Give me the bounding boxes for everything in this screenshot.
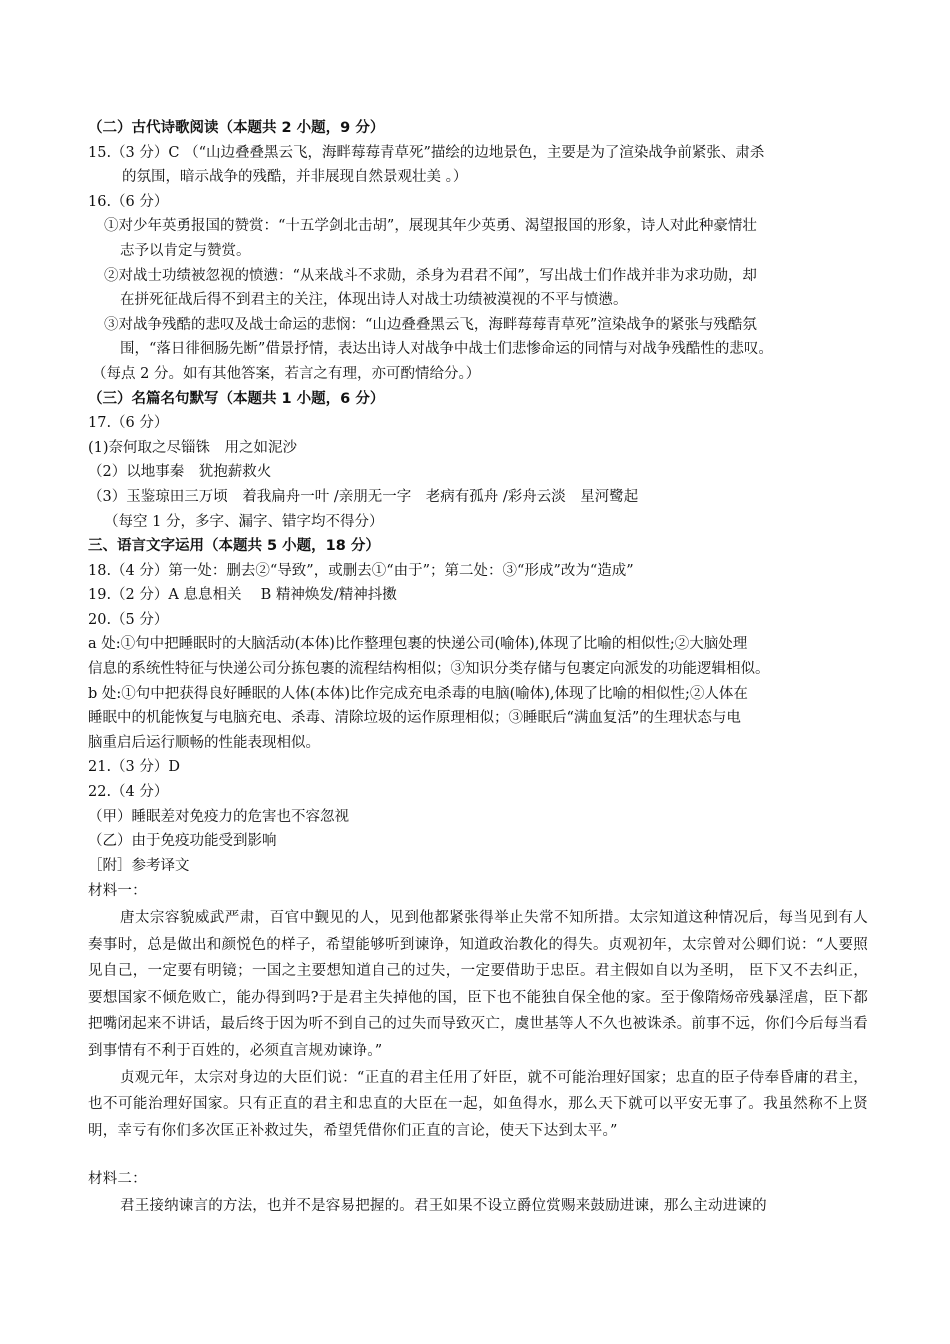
answer-q20-b-line3: 脑重启后运行顺畅的性能表现相似。: [88, 734, 320, 751]
answer-q17-head: 17.（6 分）: [88, 415, 169, 432]
material-one-label: 材料一：: [88, 883, 147, 900]
answer-q22-yi: （乙）由于免疫功能受到影响: [88, 833, 277, 850]
answer-q20-b-line2: 睡眠中的机能恢复与电脑充电、杀毒、清除垃圾的运作原理相似；③睡眠后“满血复活”的生理状态与电: [88, 710, 741, 727]
answer-q21: 21.（3 分）D: [88, 759, 181, 776]
section-title-language: 三、语言文字运用（本题共 5 小题，18 分）: [88, 538, 380, 555]
material-one-paragraph-1: 唐太宗容貌威武严肃，百官中觐见的人，见到他都紧张得举止失常不知所措。太宗知道这种情况后，每当见到有人奏事时，总是做出和颜悦色的样子，希望能够听到谏诤，知道政治教化的得失。贞观初年，太宗曾对公卿们说：“人要照见自己，一定要有明镜；一国之主要想知道自己的过失，一定要借助于忠臣。君主假如自以为圣明， 臣下又不去纠正，要想国家不倾危败亡，能办得到吗?于是君主失掉他的国，臣下也不能独自保全他的家。至于像隋炀帝残暴淫虐，臣下都把嘴闭起来不讲话，最后终于因为听不到自己的过失而导致灭亡，虞世基等人不久也被诛杀。前事不远，你们今后每当看到事情有不利于百姓的，必须直言规劝谏诤。”: [88, 910, 868, 1059]
answer-q22-head: 22.（4 分）: [88, 784, 169, 801]
section-title-recitation: （三）名篇名句默写（本题共 1 小题，6 分）: [88, 390, 385, 407]
answer-q17-item3: （3）玉鉴琼田三万顷 着我扁舟一叶 /亲朋无一字 老病有孤舟 /彩舟云淡 星河鹭起: [88, 488, 639, 505]
answer-q16-point3-line1: ③对战争残酷的悲叹及战士命运的悲悯：“山边叠叠黑云飞，海畔莓莓青草死”渲染战争的紧张与残酷氛: [104, 316, 757, 333]
material-two-paragraph-1: 君王接纳谏言的方法，也并不是容易把握的。君王如果不设立爵位赏赐来鼓励进谏，那么主动进谏的: [120, 1197, 767, 1214]
answer-q15-line2: 的氛围，暗示战争的残酷，并非展现自然景观壮美 。）: [122, 169, 468, 186]
answer-q20-head: 20.（5 分）: [88, 611, 169, 628]
material-one-paragraph-2: 贞观元年，太宗对身边的大臣们说：“正直的君主任用了奸臣，就不可能治理好国家；忠直的臣子侍奉昏庸的君主，也不可能治理好国家。只有正直的君主和忠直的大臣在一起，如鱼得水，那么天下就可以平安无事了。我虽然称不上贤明，幸亏有你们多次匡正补救过失，希望凭借你们正直的言论，使天下达到太平。”: [88, 1069, 868, 1139]
answer-q16-point2-line1: ②对战士功绩被忽视的愤懑：“从来战斗不求勋，杀身为君君不闻”，写出战士们作战并非为求功勋，却: [104, 267, 757, 284]
answer-q20-b-line1: b 处:①句中把获得良好睡眠的人体(本体)比作完成充电杀毒的电脑(喻体),体现了比喻的相似性;②人体在: [88, 685, 748, 702]
answer-q15-line1: 15.（3 分）C （“山边叠叠黑云飞，海畔莓莓青草死”描绘的边地景色，主要是为了渲染战争前紧张、肃杀: [88, 144, 765, 161]
appendix-label: ［附］参考译文: [88, 857, 190, 874]
answer-q16-head: 16.（6 分）: [88, 193, 169, 210]
answer-q19: 19.（2 分）A 息息相关 B 精神焕发/精神抖擞: [88, 587, 397, 604]
section-title-poetry: （二）古代诗歌阅读（本题共 2 小题，9 分）: [88, 120, 385, 136]
answer-q16-point2-line2: 在拼死征战后得不到君主的关注，体现出诗人对战士功绩被漠视的不平与愤懑。: [120, 292, 628, 309]
material-two-label: 材料二：: [88, 1171, 147, 1188]
answer-q17-note: （每空 1 分，多字、漏字、错字均不得分）: [104, 513, 384, 530]
answer-q16-point1-line1: ①对少年英勇报国的赞赏：“十五学剑北击胡”，展现其年少英勇、渴望报国的形象，诗人对此种豪情壮: [104, 218, 757, 235]
answer-q22-jia: （甲）睡眠差对免疫力的危害也不容忽视: [88, 808, 349, 825]
answer-page: [88, 116, 868, 1220]
answer-q17-item1: (1)奈何取之尽锱铢 用之如泥沙: [88, 439, 298, 456]
translation-block: [88, 878, 868, 1219]
answer-q16-point1-line2: 志予以肯定与赞赏。: [120, 242, 251, 259]
answer-q18: 18.（4 分）第一处：删去②“导致”，或删去①“由于”；第二处：③“形成”改为“造成”: [88, 562, 634, 579]
answer-q20-a-line2: 信息的系统性特征与快递公司分拣包裹的流程结构相似；③知识分类存储与包裹定向派发的功能逻辑相似。: [88, 661, 770, 678]
answer-q20-a-line1: a 处:①句中把睡眠时的大脑活动(本体)比作整理包裹的快递公司(喻体),体现了比喻的相似性;②大脑处理: [88, 636, 748, 653]
answer-q16-point3-line2: 围，“落日徘徊肠先断”借景抒情，表达出诗人对战争中战士们悲惨命运的同情与对战争残酷性的悲叹。: [120, 341, 773, 358]
paragraph-gap: [88, 1144, 868, 1166]
answer-q17-item2: （2）以地事秦 犹抱薪救火: [88, 464, 272, 481]
answer-q16-note: （每点 2 分。如有其他答案，若言之有理，亦可酌情给分。）: [92, 365, 481, 382]
